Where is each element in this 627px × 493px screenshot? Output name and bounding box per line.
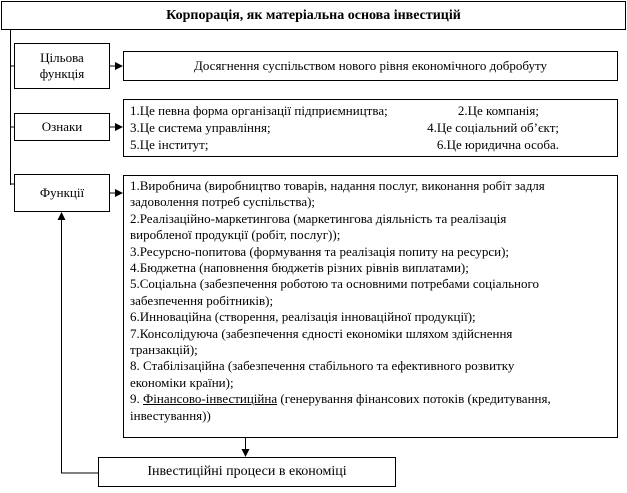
feature-item: 5.Це інститут; bbox=[130, 137, 209, 152]
goal-label-line2: функція bbox=[39, 66, 85, 81]
function-line: 2.Реалізаційно-маркетингова (маркетингова діяльність та реалізація bbox=[130, 210, 507, 226]
function-line: 4.Бюджетна (наповнення бюджетів різних рівнів виплатами); bbox=[130, 260, 469, 276]
arrow-feedback bbox=[62, 213, 99, 473]
goal-text: Досягнення суспільством нового рівня економічного добробуту bbox=[193, 58, 547, 73]
function-line: 1.Виробнича (виробництво товарів, надання послуг, виконання робіт задля bbox=[130, 178, 545, 193]
goal-label-line1: Цільова bbox=[40, 50, 84, 65]
investment-label: Інвестиційні процеси в економіці bbox=[147, 464, 347, 479]
function-line: 8. Стабілізаційна (забезпечення стабільного та ефективного розвитку bbox=[130, 358, 515, 374]
function-line: інвестування)) bbox=[130, 407, 211, 423]
function-line: забезпечення робітників); bbox=[130, 292, 274, 308]
feature-item: 3.Це система управління; bbox=[130, 120, 271, 135]
feature-item: 2.Це компанія; bbox=[457, 103, 539, 118]
function-9-prefix: 9. bbox=[130, 391, 143, 407]
feature-item: 1.Це певна форма організації підприємництва; bbox=[130, 103, 388, 118]
function-line: 7.Консолідуюча (забезпечення єдності економіки шляхом здійснення bbox=[130, 325, 513, 341]
functions-label: Функції bbox=[39, 185, 85, 200]
function-line: транзакцій); bbox=[130, 342, 198, 358]
features-label: Ознаки bbox=[41, 119, 83, 134]
function-9-rest: (генерування фінансових потоків (кредитування, bbox=[277, 391, 551, 407]
feature-item: 4.Це соціальний об’єкт; bbox=[427, 120, 559, 135]
function-line: економіки країни); bbox=[130, 374, 234, 390]
function-line: 3.Ресурсно-попитова (формування та реалізація попиту на ресурси); bbox=[130, 243, 510, 259]
diagram-title: Корпорація, як матеріальна основа інвестицій bbox=[1, 1, 626, 30]
function-line: виробленої продукції (робіт, послуг)); bbox=[130, 227, 341, 243]
function-line: 5.Соціальна (забезпечення роботою та основними потребами соціального bbox=[130, 276, 539, 292]
function-line: задоволення потреб суспільства); bbox=[130, 194, 316, 210]
function-line: 6.Инноваційна (створення, реалізація інноваційної продукції); bbox=[130, 309, 476, 325]
feature-item: 6.Це юридична особа. bbox=[436, 137, 559, 152]
function-9-link[interactable]: Фінансово-інвестиційна bbox=[143, 391, 278, 407]
